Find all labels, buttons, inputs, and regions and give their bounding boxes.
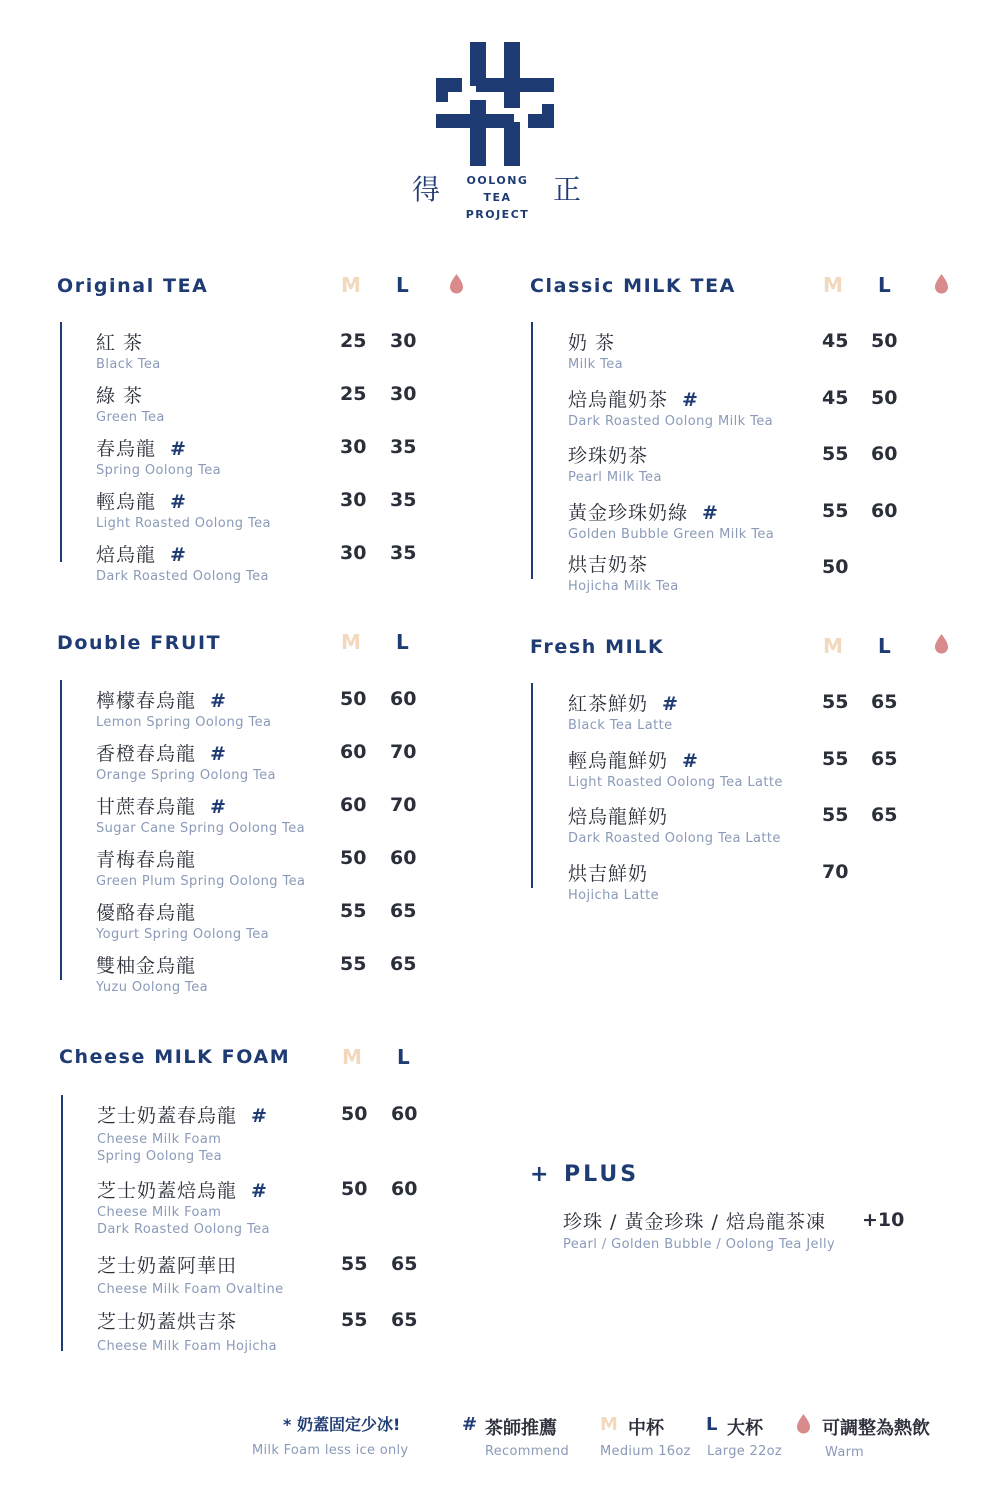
size-l-header: L [396, 273, 409, 297]
item-name-zh: 烘吉奶茶 [568, 554, 649, 576]
brand-right-char: 正 [553, 173, 582, 206]
item-name-zh: 青梅春烏龍 [96, 849, 197, 871]
item-name-en-line2: Dark Roasted Oolong Tea [97, 1222, 270, 1237]
item-name-en: Yogurt Spring Oolong Tea [96, 927, 269, 942]
legend-recommend-en: Recommend [485, 1444, 570, 1459]
item-name-en: Dark Roasted Oolong Milk Tea [568, 414, 773, 429]
item-name-zh: 烘吉鮮奶 [568, 863, 649, 885]
item-name-en: Sugar Cane Spring Oolong Tea [96, 821, 305, 836]
price-m: 70 [822, 861, 849, 883]
warm-drop-icon [450, 274, 463, 294]
price-l: 30 [390, 383, 417, 405]
price-l: 70 [390, 794, 417, 816]
item-name-zh: 雙柚金烏龍 [96, 955, 197, 977]
price-l: 65 [871, 748, 898, 770]
price-l: 35 [390, 436, 417, 458]
item-name-zh: 芝士奶蓋焙烏龍 # [97, 1180, 268, 1202]
legend-medium-symbol: M [600, 1414, 618, 1435]
item-name-zh: 芝士奶蓋春烏龍 # [97, 1105, 268, 1127]
price-m: 60 [340, 794, 367, 816]
item-name-en: Black Tea [96, 357, 161, 372]
price-l: 65 [390, 900, 417, 922]
price-m: 55 [822, 500, 849, 522]
price-m: 50 [340, 847, 367, 869]
size-l-header: L [878, 273, 891, 297]
recommend-mark: # [251, 1105, 268, 1127]
item-name-en: Cheese Milk Foam Ovaltine [97, 1282, 284, 1297]
legend-ice-note: * 奶蓋固定少冰! [283, 1415, 401, 1434]
price-m: 55 [822, 804, 849, 826]
brand-name-line2: PROJECT [465, 208, 530, 221]
price-m: 30 [340, 436, 367, 458]
price-m: 55 [340, 953, 367, 975]
size-l-header: L [396, 630, 409, 654]
item-name-zh: 檸檬春烏龍 # [96, 690, 227, 712]
price-l: 50 [871, 330, 898, 352]
size-l-header: L [397, 1045, 410, 1069]
item-name-en: Light Roasted Oolong Tea [96, 516, 271, 531]
item-name-en: Cheese Milk Foam Hojicha [97, 1339, 277, 1354]
section-title: Classic MILK TEA [530, 275, 736, 297]
recommend-mark: # [682, 389, 699, 411]
warm-drop-icon [935, 634, 948, 654]
plus-price: +10 [862, 1209, 905, 1231]
recommend-mark: # [170, 438, 187, 460]
plus-item-name-en: Pearl / Golden Bubble / Oolong Tea Jelly [563, 1237, 836, 1252]
legend-large-symbol: L [706, 1414, 718, 1435]
section-divider-bar [531, 683, 533, 888]
legend-warm-label: 可調整為熱飲 [822, 1418, 930, 1439]
item-name-en: Hojicha Latte [568, 888, 660, 903]
brand-left-char: 得 [412, 173, 441, 206]
legend-recommend-symbol: # [462, 1414, 478, 1435]
item-name-en: Cheese Milk Foam [97, 1205, 222, 1220]
price-l: 70 [390, 741, 417, 763]
item-name-en: Lemon Spring Oolong Tea [96, 715, 272, 730]
item-name-en: Green Tea [96, 410, 165, 425]
price-m: 30 [340, 542, 367, 564]
item-name-zh: 珍珠奶茶 [568, 445, 649, 467]
item-name-zh: 輕烏龍鮮奶 # [568, 750, 699, 772]
item-name-zh: 香橙春烏龍 # [96, 743, 227, 765]
item-name-zh: 芝士奶蓋阿華田 [97, 1255, 238, 1277]
price-l: 65 [391, 1309, 418, 1331]
size-m-header: M [342, 1045, 362, 1069]
item-name-en: Dark Roasted Oolong Tea Latte [568, 831, 781, 846]
price-m: 50 [822, 556, 849, 578]
recommend-mark: # [170, 544, 187, 566]
price-l: 60 [390, 688, 417, 710]
price-m: 45 [822, 387, 849, 409]
legend-warm-en: Warm [825, 1445, 864, 1460]
item-name-en: Hojicha Milk Tea [568, 579, 679, 594]
price-m: 45 [822, 330, 849, 352]
price-m: 50 [340, 688, 367, 710]
price-m: 55 [822, 443, 849, 465]
item-name-en-line2: Spring Oolong Tea [97, 1149, 222, 1164]
legend-large-en: Large 22oz [707, 1444, 783, 1459]
price-m: 25 [340, 383, 367, 405]
warm-drop-icon [935, 274, 948, 294]
price-m: 50 [341, 1178, 368, 1200]
plus-item-name-zh: 珍珠 / 黃金珍珠 / 焙烏龍茶凍 [563, 1211, 826, 1233]
price-l: 60 [871, 500, 898, 522]
price-m: 25 [340, 330, 367, 352]
price-m: 55 [822, 748, 849, 770]
item-name-zh: 黃金珍珠奶綠 # [568, 502, 719, 524]
price-l: 35 [390, 489, 417, 511]
section-title: PLUS [564, 1162, 640, 1187]
size-m-header: M [341, 630, 361, 654]
price-m: 55 [341, 1253, 368, 1275]
item-name-en: Orange Spring Oolong Tea [96, 768, 276, 783]
item-name-en: Yuzu Oolong Tea [96, 980, 208, 995]
price-l: 60 [391, 1178, 418, 1200]
size-m-header: M [341, 273, 361, 297]
item-name-en: Dark Roasted Oolong Tea [96, 569, 269, 584]
item-name-en: Milk Tea [568, 357, 623, 372]
item-name-zh: 奶 茶 [568, 332, 616, 354]
section-title: Original TEA [57, 275, 209, 297]
item-name-zh: 焙烏龍 # [96, 544, 187, 566]
plus-symbol: + [530, 1162, 552, 1187]
legend-medium-label: 中杯 [628, 1418, 664, 1439]
price-l: 60 [391, 1103, 418, 1125]
item-name-zh: 紅茶鮮奶 # [568, 693, 679, 715]
section-divider-bar [60, 680, 62, 980]
price-l: 60 [871, 443, 898, 465]
item-name-zh: 輕烏龍 # [96, 491, 187, 513]
price-m: 55 [340, 900, 367, 922]
section-divider-bar [61, 1095, 63, 1351]
legend-recommend-label: 茶師推薦 [485, 1418, 557, 1439]
recommend-mark: # [210, 796, 227, 818]
item-name-en: Green Plum Spring Oolong Tea [96, 874, 306, 889]
item-name-en: Golden Bubble Green Milk Tea [568, 527, 775, 542]
item-name-zh: 焙烏龍鮮奶 [568, 806, 669, 828]
price-m: 55 [822, 691, 849, 713]
legend-large-label: 大杯 [727, 1418, 763, 1439]
item-name-zh: 綠 茶 [96, 385, 144, 407]
legend-medium-en: Medium 16oz [600, 1444, 691, 1459]
legend-ice-note-en: Milk Foam less ice only [252, 1443, 409, 1458]
brand-name [450, 172, 545, 223]
size-l-header: L [878, 634, 891, 658]
price-l: 35 [390, 542, 417, 564]
logo-mark-icon [430, 42, 558, 166]
recommend-mark: # [210, 690, 227, 712]
item-name-en: Cheese Milk Foam [97, 1132, 222, 1147]
section-title: Cheese MILK FOAM [59, 1046, 291, 1068]
item-name-en: Pearl Milk Tea [568, 470, 662, 485]
size-m-header: M [823, 634, 843, 658]
item-name-zh: 焙烏龍奶茶 # [568, 389, 699, 411]
recommend-mark: # [251, 1180, 268, 1202]
price-m: 55 [341, 1309, 368, 1331]
price-l: 65 [871, 691, 898, 713]
item-name-en: Black Tea Latte [568, 718, 673, 733]
size-m-header: M [823, 273, 843, 297]
price-l: 60 [390, 847, 417, 869]
item-name-zh: 芝士奶蓋烘吉茶 [97, 1311, 238, 1333]
item-name-en: Spring Oolong Tea [96, 463, 221, 478]
section-title: Fresh MILK [530, 636, 665, 658]
price-l: 65 [390, 953, 417, 975]
price-l: 65 [391, 1253, 418, 1275]
recommend-mark: # [662, 693, 679, 715]
warm-drop-icon [797, 1414, 810, 1434]
section-divider-bar [60, 322, 62, 562]
recommend-mark: # [702, 502, 719, 524]
price-m: 60 [340, 741, 367, 763]
recommend-mark: # [210, 743, 227, 765]
brand-logo [0, 0, 1000, 230]
recommend-mark: # [682, 750, 699, 772]
item-name-zh: 春烏龍 # [96, 438, 187, 460]
brand-name-line1: OOLONG TEA [466, 174, 529, 204]
section-divider-bar [531, 322, 533, 579]
price-l: 50 [871, 387, 898, 409]
price-l: 65 [871, 804, 898, 826]
item-name-zh: 優酪春烏龍 [96, 902, 197, 924]
price-m: 50 [341, 1103, 368, 1125]
item-name-zh: 甘蔗春烏龍 # [96, 796, 227, 818]
item-name-zh: 紅 茶 [96, 332, 144, 354]
item-name-en: Light Roasted Oolong Tea Latte [568, 775, 783, 790]
price-m: 30 [340, 489, 367, 511]
price-l: 30 [390, 330, 417, 352]
recommend-mark: # [170, 491, 187, 513]
section-title: Double FRUIT [57, 632, 222, 654]
